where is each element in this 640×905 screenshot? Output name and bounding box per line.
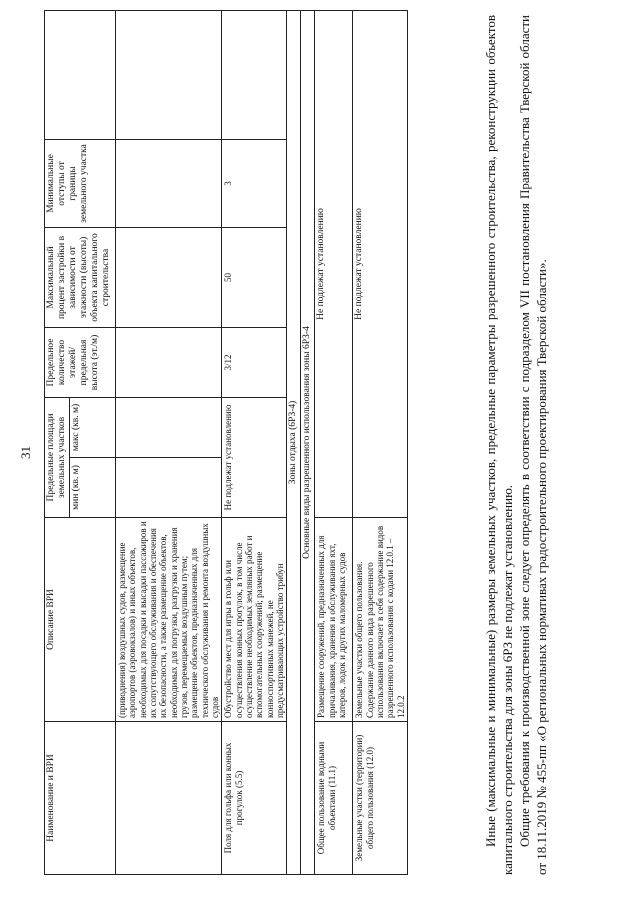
table-row-water — [315, 10, 353, 874]
cell-common-not-applicable: Не подлежат установлению — [353, 10, 408, 517]
cell-golf-desc: Обустройство мест для игры в гольф или осуществления конных прогулок, в том числе осуществление необходимых земляных работ и вспомогательных сооружений; размещение конноспортивных манежей, не предусматривающих устройство трибун — [222, 518, 287, 722]
cell-empty — [115, 139, 221, 227]
cell-water-desc: Размещение сооружений, предназначенных для причаливания, хранения и обслуживания яхт, катеров, лодок и других маломерных судов — [315, 518, 353, 722]
page-number: 31 — [18, 446, 33, 459]
footer-paragraph-2: Общие требования к производственной зоне следует определять в соответствии с подразделом VII постановления Правительства Тверской области от 18.11.2019 № 455-пп «О региональных нормативах градостроительного проектирования Тверской области». — [517, 15, 549, 875]
cell-common-name: Земельные участки (территории) общего пользования (12.0) — [353, 722, 408, 875]
table-row-continuation — [115, 10, 221, 874]
col-max-header: макс (кв. м) — [69, 397, 115, 457]
col-name-header: Наименование и ВРИ — [45, 722, 116, 875]
cell-golf-percent: 50 — [222, 227, 287, 327]
col-empty-header — [45, 10, 116, 139]
table-row-common — [353, 10, 408, 874]
footer-paragraph-1: Иные (максимальные и минимальные) размеры земельных участков, предельные параметры разрешенного строительства, реконструкции объектов капитального строительства для зоны 6РЗ не подлежат установлению. — [483, 15, 515, 875]
cell-empty — [115, 227, 221, 327]
col-setback-header: Минимальные отступы от границы земельного участка — [45, 139, 116, 227]
cell-water-not-applicable: Не подлежат установлению — [315, 10, 353, 517]
cell-empty — [115, 10, 221, 139]
col-description-header: Описание ВРИ — [45, 518, 116, 722]
cell-golf-floors: 3/12 — [222, 327, 287, 397]
cell-empty — [222, 10, 287, 139]
cell-empty — [115, 722, 221, 875]
table-row-basic-heading — [301, 10, 315, 874]
col-floors-header: Предельное количество этажей/ предельная высота (эт./м) — [45, 327, 116, 397]
cell-golf-setback: 3 — [222, 139, 287, 227]
cell-empty — [115, 458, 221, 518]
cell-common-desc: Земельные участки общего пользования. Содержание данного вида разрешенного использования включает в себя содержание видов разрешенного использования с кодами 12.0.1 – 12.0.2 — [353, 518, 408, 722]
cell-continuation-desc: (приводнения) воздушных судов, размещение аэропортов (аэровокзалов) и иных объектов, необходимых для посадки и высадки пассажиров и их сопутствующего обслуживания и обеспечения их безопасности, а также размещение объектов, необходимых для погрузки, разгрузки и хранения грузов, перемещаемых воздушным путем; размещение объектов, предназначенных для технического обслуживания и ремонта воздушных судов — [115, 518, 221, 722]
vri-table — [44, 10, 408, 875]
cell-golf-name: Поля для гольфа или конных прогулок (5.5) — [222, 722, 287, 875]
cell-empty — [115, 397, 221, 457]
cell-empty — [115, 327, 221, 397]
table-row-zone-heading — [287, 10, 301, 874]
zone-heading: Зоны отдыха (6РЗ-4) — [287, 10, 301, 874]
col-min-header: мин (кв. м) — [69, 458, 115, 518]
table-row-golf — [222, 10, 287, 874]
cell-golf-area: Не подлежат установлению — [222, 397, 287, 517]
cell-water-name: Общее пользование водными объектами (11.1) — [315, 722, 353, 875]
footer-text — [482, 15, 550, 875]
col-area-header: Предельные площади земельных участков — [45, 397, 70, 517]
table-header-row — [45, 10, 70, 874]
col-percent-header: Максимальный процент застройки в зависимости от этажности (высоты) объекта капитального строительства — [45, 227, 116, 327]
basic-uses-heading: Основные виды разрешенного использования зоны 6РЗ-4 — [301, 10, 315, 874]
